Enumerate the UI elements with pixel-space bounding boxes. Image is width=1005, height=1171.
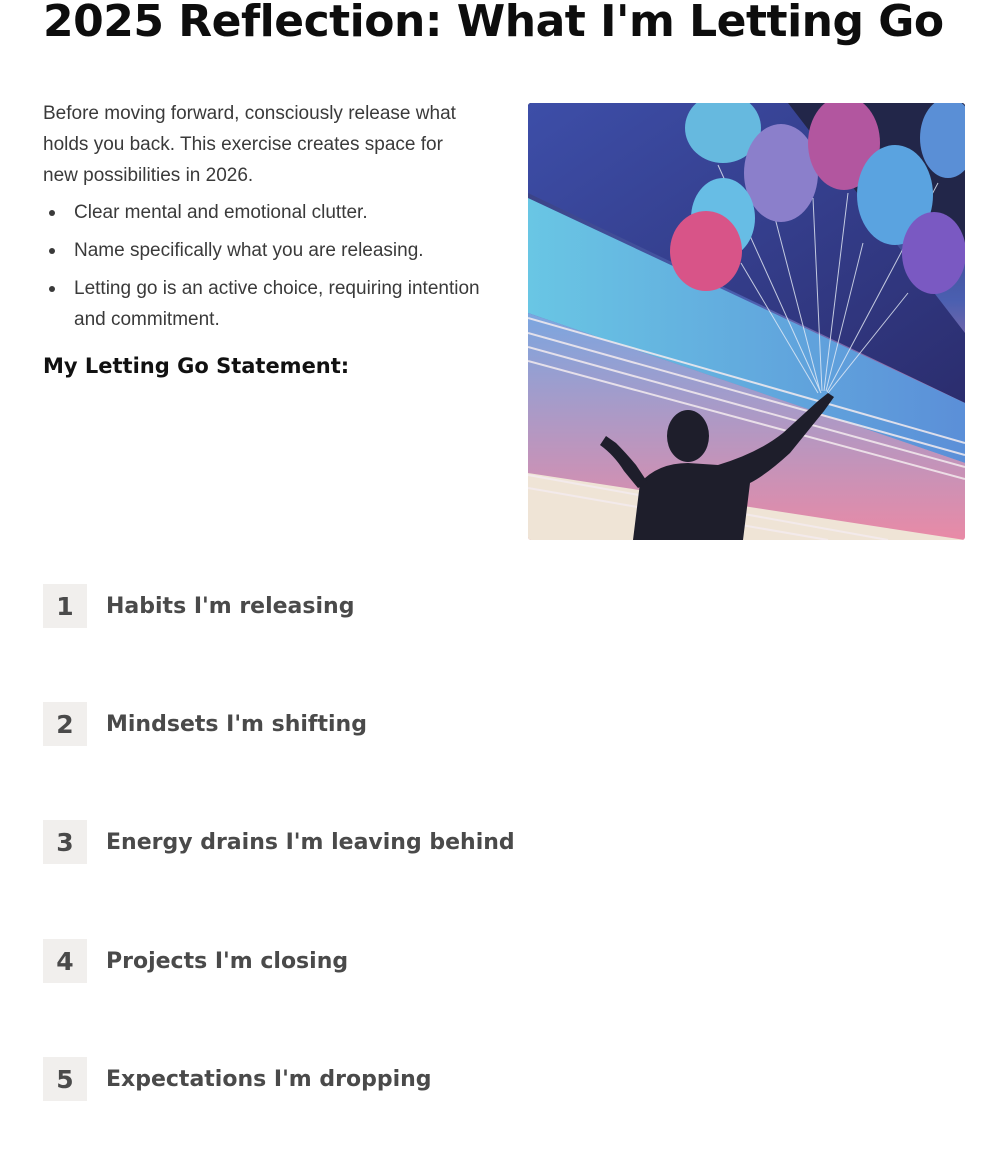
page-title: 2025 Reflection: What I'm Letting Go [43,0,944,47]
bullet-icon [49,248,55,254]
list-item [43,197,483,228]
bullet-list [43,197,483,335]
reflection-item-2 [43,702,367,746]
intro-column [43,98,483,381]
item-label: Habits I'm releasing [106,593,355,619]
item-label: Projects I'm closing [106,948,349,974]
item-label: Mindsets I'm shifting [106,711,367,737]
reflection-item-4 [43,939,348,983]
item-number-badge: 4 [43,939,87,983]
intro-paragraph: Before moving forward, consciously release what holds you back. This exercise creates space for new possibilities in 2026. [43,103,456,186]
statement-heading: My Letting Go Statement: [43,354,350,378]
list-item [43,273,483,335]
bullet-icon [49,210,55,216]
list-item [43,235,483,266]
item-label: Expectations I'm dropping [106,1066,432,1092]
bullet-text: Letting go is an active choice, requiring intention and commitment. [74,278,480,330]
item-number-badge: 1 [43,584,87,628]
bullet-icon [49,286,55,292]
reflection-item-3 [43,820,515,864]
item-number-badge: 3 [43,820,87,864]
balloons-illustration [528,103,965,540]
item-number-badge: 2 [43,702,87,746]
item-label: Energy drains I'm leaving behind [106,829,515,855]
item-number-badge: 5 [43,1057,87,1101]
bullet-text: Clear mental and emotional clutter. [74,202,368,223]
bullet-text: Name specifically what you are releasing. [74,240,424,261]
reflection-item-5 [43,1057,432,1101]
reflection-item-1 [43,584,354,628]
